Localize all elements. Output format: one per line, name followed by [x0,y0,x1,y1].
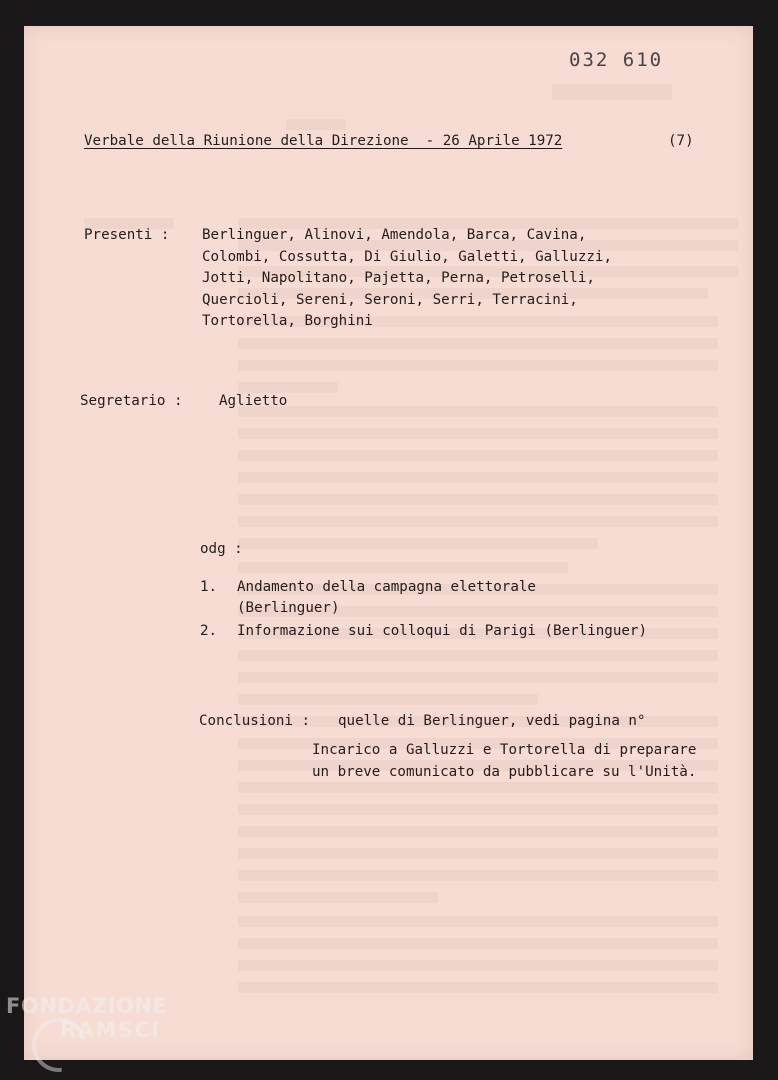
odg-item-number: 2. [200,623,218,639]
odg-item-text: (Berlinguer) [237,600,340,616]
attendee-list [202,225,612,333]
archive-number-stamp: 032 610 [569,49,664,71]
bleed-through-texture [24,26,753,1060]
odg-item-text: Informazione sui colloqui di Parigi (Berlinguer) [237,623,647,639]
odg-item-number: 1. [200,579,218,595]
attendee-line: Colombi, Cossutta, Di Giulio, Galetti, Galluzzi, [202,248,612,265]
page-marker: (7) [668,133,694,149]
document-title: Verbale della Riunione della Direzione - 26 Aprile 1972 [84,133,563,149]
incarico-text: Incarico a Galluzzi e Tortorella di preparare [312,742,697,758]
attendee-line: Berlinguer, Alinovi, Amendola, Barca, Cavina, [202,227,587,243]
odg-label: odg : [200,541,243,557]
segretario-name: Aglietto [219,393,288,409]
odg-item-text: Andamento della campagna elettorale [237,579,536,595]
fondazione-gramsci-watermark [6,994,206,1064]
attendee-line: Quercioli, Sereni, Seroni, Serri, Terracini, [202,291,578,308]
watermark-line1: FONDAZIONE [6,994,168,1018]
watermark-line2: RAMSCI [60,1018,161,1042]
segretario-label: Segretario : [80,393,183,409]
watermark-suffix: onlus [166,1048,196,1058]
attendee-line: Jotti, Napolitano, Pajetta, Perna, Petroselli, [202,270,595,286]
document-page [24,26,753,1060]
incarico-text: un breve comunicato da pubblicare su l'Unità. [312,764,697,780]
conclusioni-text: quelle di Berlinguer, vedi pagina n° [338,713,646,729]
presenti-label: Presenti : [84,227,170,243]
attendee-line: Tortorella, Borghini [202,313,373,329]
conclusioni-label: Conclusioni : [199,713,311,729]
